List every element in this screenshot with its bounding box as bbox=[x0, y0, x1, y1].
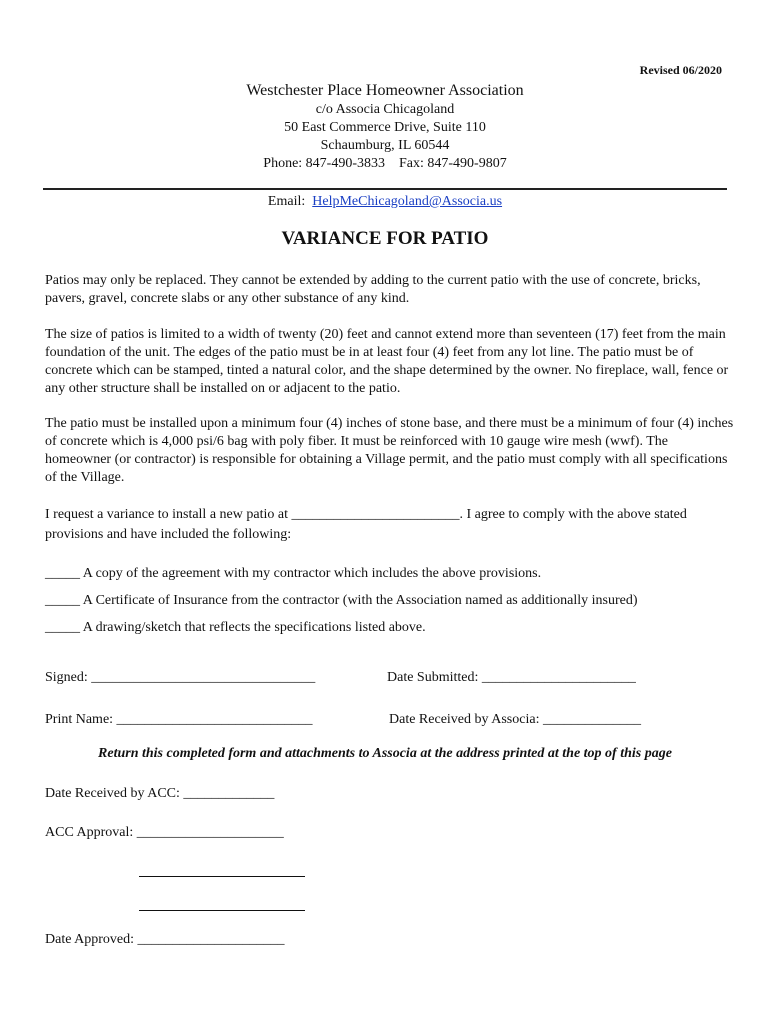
acc-approval-line-3[interactable] bbox=[139, 910, 305, 911]
signed-field[interactable]: Signed: ________________________________ bbox=[45, 670, 316, 685]
checklist-item-contract: _____ A copy of the agreement with my contractor which includes the above provisions. bbox=[45, 566, 542, 581]
acc-approval-field[interactable]: ACC Approval: _____________________ bbox=[45, 825, 284, 840]
date-received-associa-field[interactable]: Date Received by Associa: ______________ bbox=[389, 712, 641, 727]
paragraph-size-limits: The size of patios is limited to a width of twenty (20) feet and cannot extend more than seventeen (17) feet from the main foundation of the unit. The edges of the patio must be in at least four (4) feet from any lot line. The patio must be of concrete which can be stamped, tinted a natural color, and the shape determined by the owner. No fireplace, wall, fence or any other structure shall be installed on or adjacent to the patio. bbox=[45, 327, 729, 396]
paragraph-installation-specs: The patio must be installed upon a minimum four (4) inches of stone base, and there must be a minimum of four (4) inches of concrete which is 4,000 psi/6 bag with poly fiber. It must be reinforced with 10 gauge wire mesh (wwf). The homeowner (or contractor) is responsible for obtaining a Village permit, and the patio must comply with all specifications of the Village. bbox=[45, 416, 734, 485]
return-instructions: Return this completed form and attachments to Associa at the address printed at the top of this page bbox=[98, 746, 672, 761]
acc-approval-line-2[interactable] bbox=[139, 876, 305, 877]
email-line bbox=[0, 194, 770, 210]
checklist-item-insurance: _____ A Certificate of Insurance from the contractor (with the Association named as additionally insured) bbox=[45, 593, 638, 608]
paragraph-variance-request: I request a variance to install a new patio at ________________________. I agree to comply with the above stated provisions and have included the following: bbox=[45, 507, 687, 542]
date-received-acc-field[interactable]: Date Received by ACC: _____________ bbox=[45, 786, 275, 801]
document-title: VARIANCE FOR PATIO bbox=[281, 228, 489, 249]
date-approved-field[interactable]: Date Approved: _____________________ bbox=[45, 932, 285, 947]
email-label: Email: bbox=[267, 194, 306, 209]
address-line-2: Schaumburg, IL 60544 bbox=[320, 138, 450, 153]
revision-date: Revised 06/2020 bbox=[639, 63, 722, 77]
association-name: Westchester Place Homeowner Association bbox=[246, 82, 524, 99]
email-link[interactable]: HelpMeChicagoland@Associa.us bbox=[312, 194, 503, 209]
checklist-item-drawing: _____ A drawing/sketch that reflects the specifications listed above. bbox=[45, 620, 426, 635]
date-submitted-field[interactable]: Date Submitted: ______________________ bbox=[387, 670, 636, 685]
header-divider bbox=[43, 188, 727, 190]
phone-fax-line: Phone: 847-490-3833 Fax: 847-490-9807 bbox=[263, 156, 507, 171]
print-name-field[interactable]: Print Name: ____________________________ bbox=[45, 712, 313, 727]
address-line-1: 50 East Commerce Drive, Suite 110 bbox=[284, 120, 486, 135]
paragraph-replacement-rule: Patios may only be replaced. They cannot be extended by adding to the current patio with the use of concrete, bricks, pavers, gravel, concrete slabs or any other substance of any kind. bbox=[45, 273, 701, 306]
care-of-line: c/o Associa Chicagoland bbox=[315, 102, 455, 117]
